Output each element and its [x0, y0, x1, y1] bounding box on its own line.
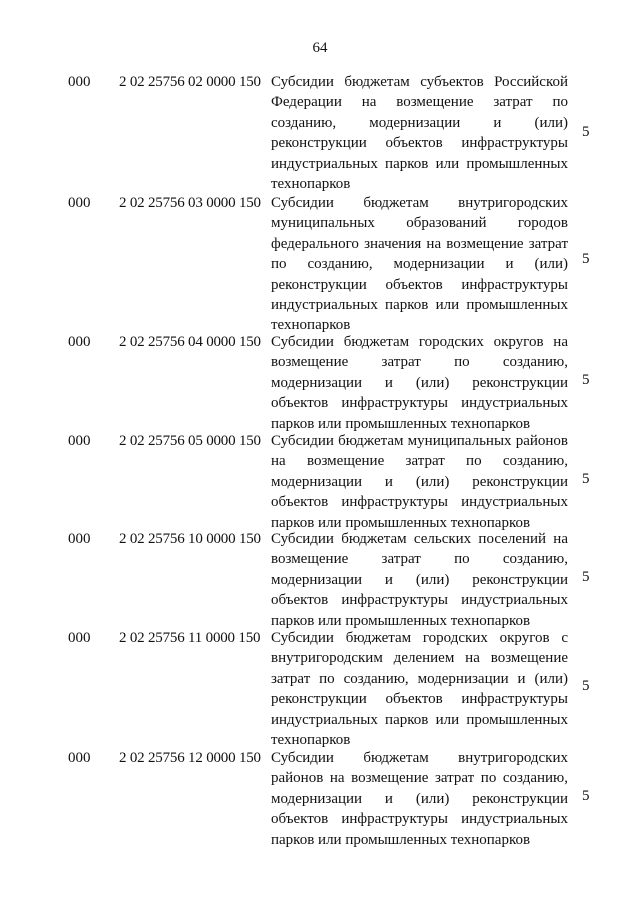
- revenue-name: Субсидии бюджетам городских округов на возмещение затрат по созданию, модернизации и (или) реконструкции объектов инфраструктуры индустриальных парков или промышленных технопарков: [271, 334, 568, 432]
- admin-code: 000: [68, 750, 91, 766]
- norm-value: 5: [582, 471, 590, 487]
- norm-value: 5: [582, 251, 590, 267]
- norm-value: 5: [582, 372, 590, 388]
- revenue-name: Субсидии бюджетам муниципальных районов на возмещение затрат по созданию, модернизации и (или) реконструкции объектов инфраструктуры индустриальных парков или промышленных технопарков: [271, 433, 568, 531]
- revenue-name: Субсидии бюджетам сельских поселений на возмещение затрат по созданию, модернизации и (или) реконструкции объектов инфраструктуры индустриальных парков или промышленных технопарков: [271, 531, 568, 629]
- revenue-name: Субсидии бюджетам субъектов Российской Федерации на возмещение затрат по созданию, модернизации и (или) реконструкции объектов инфраструктуры индустриальных парков или промышленных технопарков: [271, 74, 568, 193]
- budget-classification-code: 2 02 25756 03 0000 150: [119, 195, 261, 211]
- revenue-name: Субсидии бюджетам городских округов с внутригородским делением на возмещение затрат по созданию, модернизации и (или) реконструкции объектов инфраструктуры индустриальных парков или промышленных технопарков: [271, 630, 568, 749]
- norm-value: 5: [582, 569, 590, 585]
- admin-code: 000: [68, 630, 91, 646]
- budget-classification-code: 2 02 25756 05 0000 150: [119, 433, 261, 449]
- page-number: 64: [312, 40, 328, 56]
- admin-code: 000: [68, 334, 91, 350]
- revenue-name: Субсидии бюджетам внутригородских муниципальных образований городов федерального значения на возмещение затрат по созданию, модернизации и (или) реконструкции объектов инфраструктуры индустриальных парков или промышленных технопарков: [271, 195, 568, 334]
- norm-value: 5: [582, 788, 590, 804]
- budget-classification-code: 2 02 25756 02 0000 150: [119, 74, 261, 90]
- budget-classification-code: 2 02 25756 12 0000 150: [119, 750, 261, 766]
- norm-value: 5: [582, 124, 590, 140]
- budget-classification-code: 2 02 25756 04 0000 150: [119, 334, 261, 350]
- admin-code: 000: [68, 195, 91, 211]
- norm-value: 5: [582, 678, 590, 694]
- admin-code: 000: [68, 433, 91, 449]
- revenue-name: Субсидии бюджетам внутригородских районов на возмещение затрат по созданию, модернизации и (или) реконструкции объектов инфраструктуры индустриальных парков или промышленных технопарков: [271, 750, 568, 848]
- budget-classification-code: 2 02 25756 10 0000 150: [119, 531, 261, 547]
- admin-code: 000: [68, 74, 91, 90]
- admin-code: 000: [68, 531, 91, 547]
- budget-classification-code: 2 02 25756 11 0000 150: [119, 630, 261, 646]
